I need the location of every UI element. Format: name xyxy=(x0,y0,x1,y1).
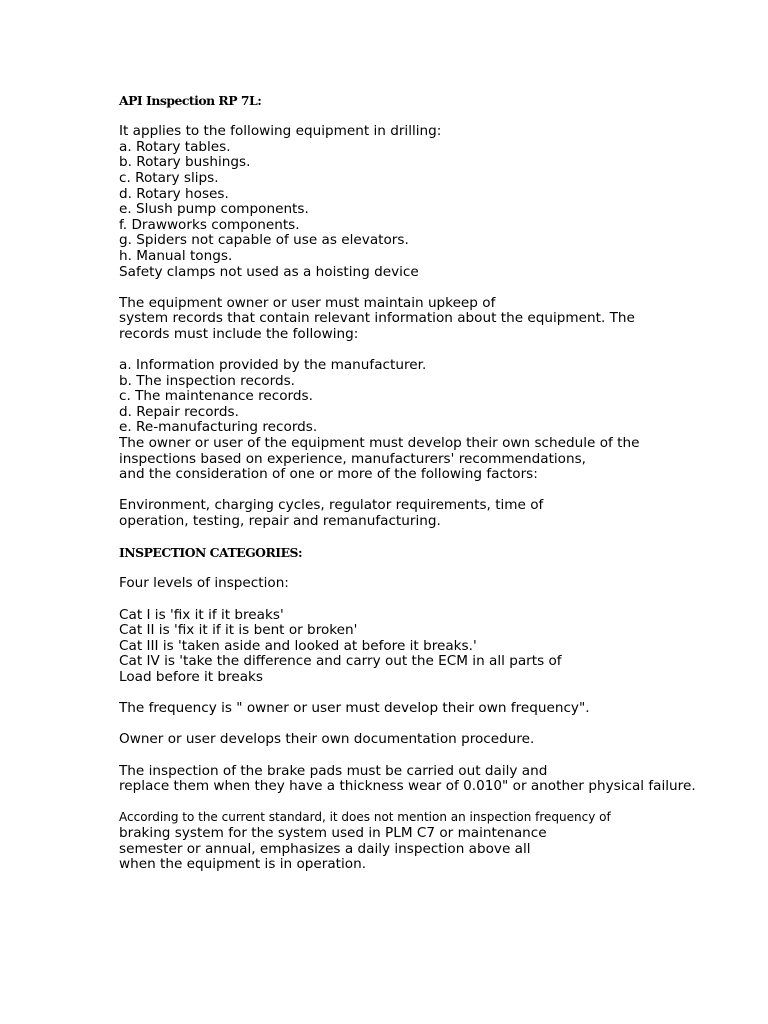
spacer xyxy=(119,343,759,359)
records-paragraph xyxy=(119,296,759,343)
paragraph-line: replace them when they have a thickness wear of 0.010" or another physical failure. xyxy=(119,778,696,795)
list-item: Safety clamps not used as a hoisting device xyxy=(119,263,419,280)
spacer xyxy=(119,717,759,733)
heading-api-inspection: API Inspection RP 7L: xyxy=(119,93,262,108)
spacer xyxy=(119,686,759,702)
paragraph-line: operation, testing, repair and remanufacturing. xyxy=(119,513,441,530)
spacer xyxy=(119,530,759,546)
list-item: b. The inspection records. xyxy=(119,372,296,389)
list-item: e. Slush pump components. xyxy=(119,201,309,218)
list-item: Cat II is 'fix it if it is bent or broken' xyxy=(119,622,358,639)
intro-text: It applies to the following equipment in drilling: xyxy=(119,123,442,140)
paragraph-line: system records that contain relevant information about the equipment. The xyxy=(119,310,635,327)
documentation-text: Owner or user develops their own documentation procedure. xyxy=(119,731,535,748)
paragraph-line: when the equipment is in operation. xyxy=(119,856,367,873)
list-item: e. Re-manufacturing records. xyxy=(119,419,318,436)
list-item: a. Information provided by the manufacturer. xyxy=(119,357,427,374)
paragraph-line: semester or annual, emphasizes a daily inspection above all xyxy=(119,840,531,857)
document-page xyxy=(119,93,759,873)
spacer xyxy=(119,280,759,296)
paragraph-line: records must include the following: xyxy=(119,325,359,342)
paragraph-line: The owner or user of the equipment must develop their own schedule of the xyxy=(119,435,640,452)
factors-paragraph xyxy=(119,498,759,529)
list-item: Load before it breaks xyxy=(119,668,263,685)
list-item: d. Rotary hoses. xyxy=(119,185,229,202)
list-item: d. Repair records. xyxy=(119,403,239,420)
heading-inspection-categories: INSPECTION CATEGORIES: xyxy=(119,545,303,561)
categories-list xyxy=(119,608,759,686)
spacer xyxy=(119,109,759,125)
standard-small-text: According to the current standard, it does not mention an inspection frequency of xyxy=(119,810,611,825)
levels-intro: Four levels of inspection: xyxy=(119,575,289,592)
equipment-list xyxy=(119,140,759,280)
list-item: a. Rotary tables. xyxy=(119,138,231,155)
list-item: h. Manual tongs. xyxy=(119,247,233,264)
spacer xyxy=(119,592,759,608)
list-item: Cat I is 'fix it if it breaks' xyxy=(119,606,284,623)
list-item: g. Spiders not capable of use as elevators. xyxy=(119,232,409,249)
paragraph-line: and the consideration of one or more of the following factors: xyxy=(119,466,538,483)
spacer xyxy=(119,561,759,577)
records-list xyxy=(119,358,759,436)
list-item: f. Drawworks components. xyxy=(119,216,300,233)
paragraph-line: The inspection of the brake pads must be carried out daily and xyxy=(119,762,548,779)
list-item: Cat IV is 'take the difference and carry out the ECM in all parts of xyxy=(119,653,562,670)
spacer xyxy=(119,748,759,764)
list-item: b. Rotary bushings. xyxy=(119,154,251,171)
paragraph-line: The equipment owner or user must maintain upkeep of xyxy=(119,294,496,311)
paragraph-line: inspections based on experience, manufacturers' recommendations, xyxy=(119,450,587,467)
spacer xyxy=(119,483,759,499)
list-item: c. The maintenance records. xyxy=(119,388,313,405)
list-item: c. Rotary slips. xyxy=(119,169,219,186)
paragraph-line: braking system for the system used in PLM C7 or maintenance xyxy=(119,824,547,841)
frequency-text: The frequency is " owner or user must develop their own frequency". xyxy=(119,700,590,717)
list-item: Cat III is 'taken aside and looked at before it breaks.' xyxy=(119,637,477,654)
paragraph-line: Environment, charging cycles, regulator requirements, time of xyxy=(119,497,544,514)
schedule-paragraph xyxy=(119,436,759,483)
standard-paragraph xyxy=(119,826,759,873)
brake-paragraph xyxy=(119,764,759,795)
spacer xyxy=(119,795,759,811)
